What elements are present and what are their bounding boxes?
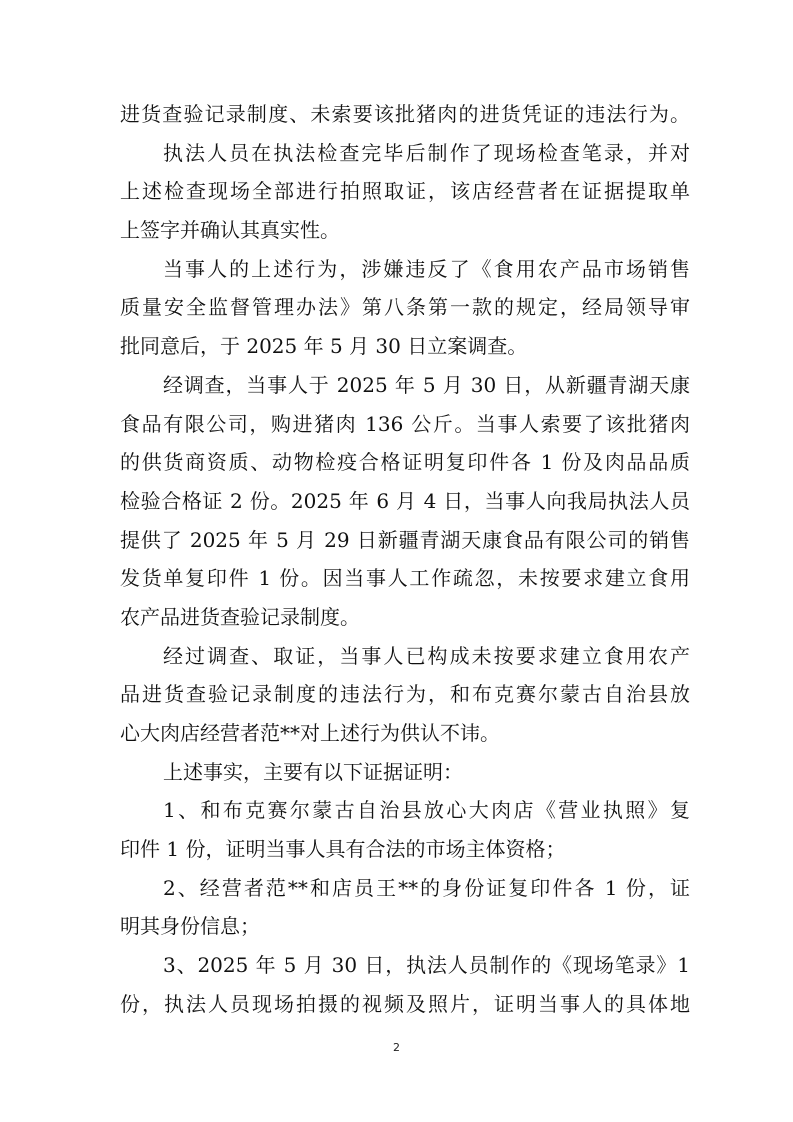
text-line: 品进货查验记录制度的违法行为，和布克赛尔蒙古自治县放 — [120, 682, 690, 707]
text-line: 的供货商资质、动物检疫合格证明复印件各 1 份及肉品品质 — [120, 450, 690, 475]
text-line: 农产品进货查验记录制度。 — [120, 604, 360, 629]
body-text — [120, 95, 690, 1024]
text-line: 检验合格证 2 份。2025 年 6 月 4 日，当事人向我局执法人员 — [120, 488, 690, 513]
paragraph-first-line: 1、和布克赛尔蒙古自治县放心大肉店《营业执照》复 — [163, 798, 690, 823]
paragraph-first-line: 经调查，当事人于 2025 年 5 月 30 日，从新疆青湖天康 — [163, 372, 690, 397]
paragraph-first-line: 上述事实，主要有以下证据证明： — [163, 759, 463, 784]
text-line: 心大肉店经营者范**对上述行为供认不讳。 — [120, 721, 500, 745]
paragraph-first-line: 执法人员在执法检查完毕后制作了现场检查笔录，并对 — [163, 140, 690, 165]
text-line: 进货查验记录制度、未索要该批猪肉的进货凭证的违法行为。 — [120, 102, 690, 126]
paragraph-first-line: 2、经营者范**和店员王**的身份证复印件各 1 份，证 — [163, 875, 690, 900]
paragraph-first-line: 3、2025 年 5 月 30 日，执法人员制作的《现场笔录》1 — [163, 953, 690, 978]
page-number: 2 — [393, 1041, 400, 1054]
text-line: 上签字并确认其真实性。 — [120, 218, 340, 243]
paragraph-first-line: 当事人的上述行为，涉嫌违反了《食用农产品市场销售 — [163, 256, 690, 281]
text-line: 印件 1 份，证明当事人具有合法的市场主体资格； — [120, 837, 566, 862]
text-line: 发货单复印件 1 份。因当事人工作疏忽，未按要求建立食用 — [120, 566, 690, 591]
text-line: 明其身份信息； — [120, 914, 260, 939]
text-line: 份，执法人员现场拍摄的视频及照片，证明当事人的具体地 — [120, 991, 690, 1016]
text-line: 食品有限公司，购进猪肉 136 公斤。当事人索要了该批猪肉 — [120, 411, 690, 436]
text-line: 上述检查现场全部进行拍照取证，该店经营者在证据提取单 — [120, 179, 690, 204]
text-line: 提供了 2025 年 5 月 29 日新疆青湖天康食品有限公司的销售 — [120, 527, 690, 552]
text-line: 批同意后，于 2025 年 5 月 30 日立案调查。 — [120, 334, 528, 359]
text-line: 质量安全监督管理办法》第八条第一款的规定，经局领导审 — [120, 295, 690, 320]
paragraph-first-line: 经过调查、取证，当事人已构成未按要求建立食用农产 — [163, 643, 690, 668]
